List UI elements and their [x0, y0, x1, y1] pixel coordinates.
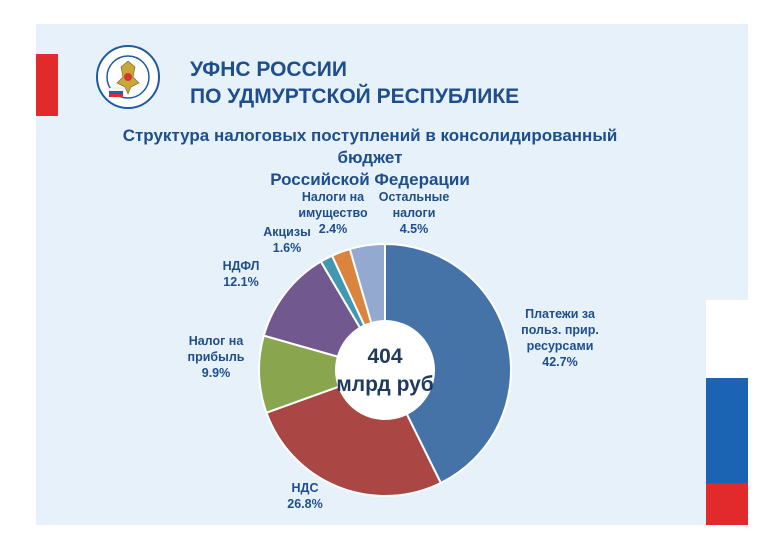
slice-name-line-6-1: налоги: [392, 206, 436, 220]
slice-name-line-1-0: НДС: [291, 481, 319, 495]
header-line-2: ПО УДМУРТСКОЙ РЕСПУБЛИКЕ: [190, 85, 520, 108]
slice-value-3: 12.1%: [223, 275, 259, 289]
slice-value-1: 26.8%: [287, 497, 323, 511]
slice-value-2: 9.9%: [201, 366, 231, 380]
slice-value-6: 4.5%: [399, 222, 429, 236]
slice-label-6: [379, 190, 450, 236]
donut-hole: [335, 320, 435, 420]
center-total-unit: млрд руб: [336, 373, 434, 396]
slice-name-line-6-0: Остальные: [378, 190, 450, 204]
slice-label-4: [263, 225, 311, 255]
header-line-1: УФНС РОССИИ: [190, 58, 347, 81]
slice-name-line-0-1: польз. прир.: [521, 323, 599, 337]
slice-label-1: [287, 481, 322, 511]
slice-name-line-2-0: Налог на: [188, 334, 244, 348]
slice-value-0: 42.7%: [542, 355, 578, 369]
slice-name-line-2-1: прибыль: [187, 350, 245, 364]
slice-label-3: [223, 259, 260, 289]
slice-name-line-0-0: Платежи за: [525, 307, 595, 321]
slice-label-2: [188, 334, 245, 380]
slice-name-line-4-0: Акцизы: [263, 225, 311, 239]
slice-value-4: 1.6%: [272, 241, 302, 255]
slice-name-line-5-0: Налоги на: [301, 190, 365, 204]
center-total-value: 404: [367, 345, 403, 368]
slice-name-line-3-0: НДФЛ: [222, 259, 260, 273]
chart-title-line-1: Структура налоговых поступлений в консолидированный бюджет: [122, 126, 618, 167]
slice-name-line-5-1: имущество: [298, 206, 368, 220]
slice-name-line-0-2: ресурсами: [526, 339, 594, 353]
slice-value-5: 2.4%: [318, 222, 348, 236]
slice-label-0: [521, 307, 599, 369]
chart-title-line-2: Российской Федерации: [270, 170, 470, 189]
